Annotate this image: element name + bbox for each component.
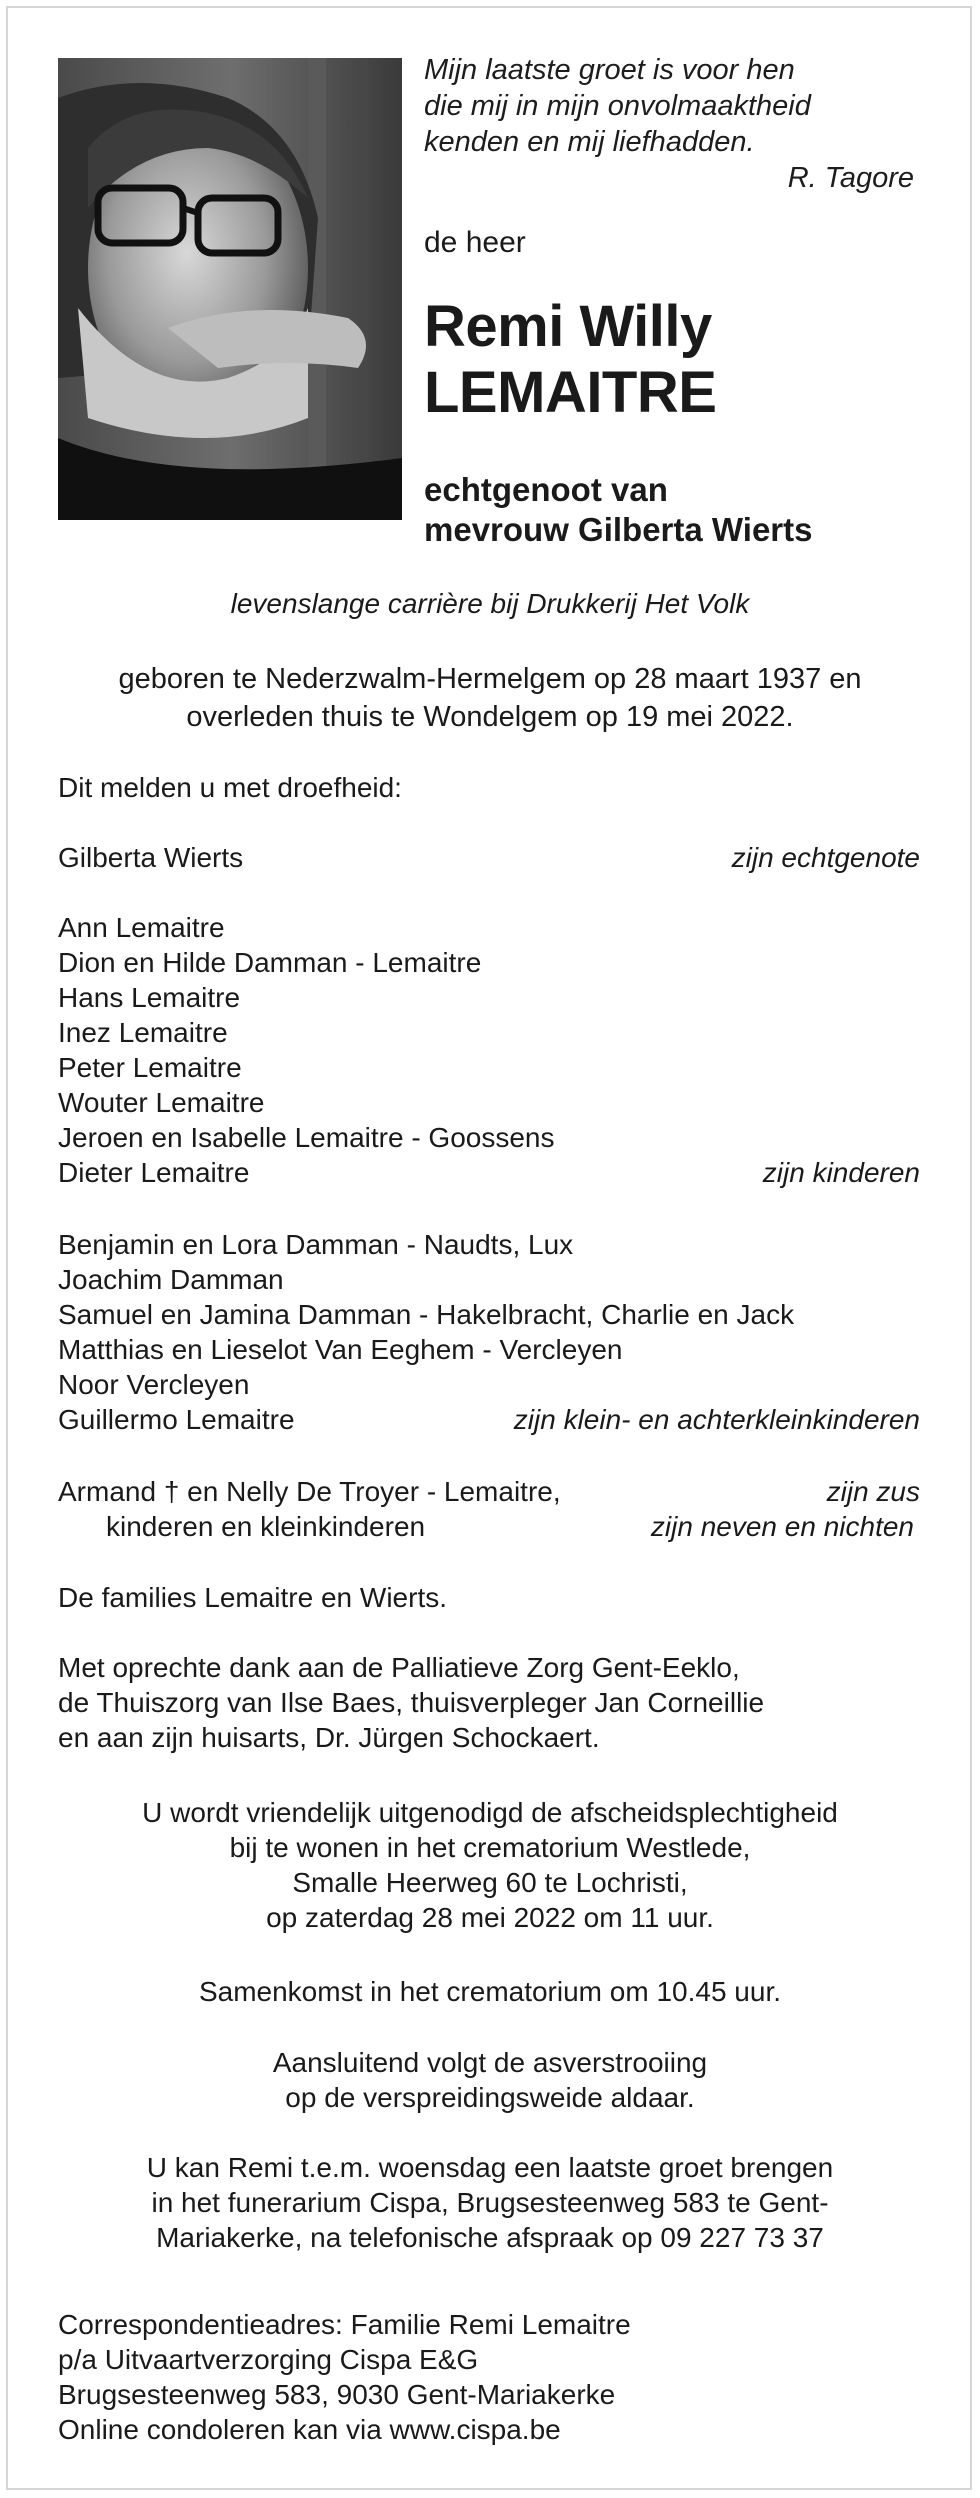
list-item: Matthias en Lieselot Van Eeghem - Vercleyen — [58, 1334, 623, 1365]
list-item: Joachim Damman — [58, 1264, 284, 1295]
deceased-name — [424, 294, 716, 426]
list-item: Jeroen en Isabelle Lemaitre - Goossens — [58, 1122, 555, 1153]
relative-name: Gilberta Wierts — [58, 842, 244, 873]
visit-paragraph — [0, 2150, 980, 2255]
title-prefix: de heer — [424, 226, 526, 259]
list-item: Wouter Lemaitre — [58, 1087, 265, 1118]
quote-line: Mijn laatste groet is voor hen — [424, 54, 795, 86]
correspondence-line: Correspondentieadres: Familie Remi Lemaitre — [58, 2309, 631, 2340]
spouse-line: mevrouw Gilberta Wierts — [424, 511, 813, 548]
list-item — [58, 1402, 920, 1437]
ceremony-line: U wordt vriendelijk uitgenodigd de afscheidsplechtigheid — [142, 1797, 838, 1828]
ceremony-line: op zaterdag 28 mei 2022 om 11 uur. — [266, 1902, 714, 1933]
first-names: Remi Willy — [424, 294, 712, 359]
list-item — [58, 1155, 920, 1190]
list-item: Hans Lemaitre — [58, 982, 241, 1013]
spouse-group — [58, 840, 920, 875]
list-item — [58, 1474, 920, 1509]
correspondence-line: Brugsesteenweg 583, 9030 Gent-Mariakerke — [58, 2379, 616, 2410]
list-item — [58, 1509, 920, 1544]
relation-role: zijn zus — [826, 1476, 920, 1507]
gathering-line: Samenkomst in het crematorium om 10.45 uur. — [198, 1976, 782, 2007]
ashes-line: Aansluitend volgt de asverstrooiing — [272, 2047, 708, 2078]
ceremony-line: Smalle Heerweg 60 te Lochristi, — [292, 1867, 688, 1898]
relative-name: Dieter Lemaitre — [58, 1157, 250, 1188]
ashes-line: op de verspreidingsweide aldaar. — [285, 2082, 695, 2113]
relative-name: kinderen en kleinkinderen — [106, 1511, 426, 1542]
last-name: LEMAITRE — [424, 360, 717, 425]
ashes-paragraph — [0, 2045, 980, 2115]
relative-name: Guillermo Lemaitre — [58, 1404, 295, 1435]
visit-line: Mariakerke, na telefonische afspraak op 09 227 73 37 — [156, 2222, 824, 2253]
birth-death-info — [0, 660, 980, 736]
relation-role: zijn klein- en achterkleinkinderen — [513, 1404, 920, 1435]
quote-line: die mij in mijn onvolmaaktheid — [424, 90, 811, 122]
quote-author: R. Tagore — [787, 162, 914, 194]
relative-name: Armand † en Nelly De Troyer - Lemaitre, — [58, 1476, 561, 1507]
visit-line: in het funerarium Cispa, Brugsesteenweg 583 te Gent- — [151, 2187, 829, 2218]
visit-line: U kan Remi t.e.m. woensdag een laatste groet brengen — [146, 2152, 834, 2183]
grandchildren-group — [58, 1227, 920, 1437]
spouse-info — [424, 470, 812, 550]
portrait-photo — [58, 58, 402, 520]
thanks-line: en aan zijn huisarts, Dr. Jürgen Schockaert. — [58, 1722, 600, 1753]
opening-quote — [424, 52, 914, 196]
thanks-line: de Thuiszorg van Ilse Baes, thuisverpleger Jan Corneillie — [58, 1687, 765, 1718]
death-line: overleden thuis te Wondelgem op 19 mei 2022. — [186, 701, 794, 733]
correspondence-line: Online condoleren kan via www.cispa.be — [58, 2414, 561, 2445]
relation-role: zijn kinderen — [762, 1157, 920, 1188]
families-line: De families Lemaitre en Wierts. — [58, 1582, 448, 1613]
thanks-paragraph — [58, 1650, 920, 1755]
siblings-group — [58, 1474, 920, 1544]
correspondence-block — [58, 2307, 920, 2447]
quote-line: kenden en mij liefhadden. — [424, 126, 755, 158]
list-item: Ann Lemaitre — [58, 912, 225, 943]
career-line: levenslange carrière bij Drukkerij Het Volk — [230, 588, 750, 619]
list-item — [58, 840, 920, 875]
relation-role: zijn neven en nichten — [650, 1511, 914, 1542]
children-group — [58, 910, 920, 1190]
ceremony-line: bij te wonen in het crematorium Westlede, — [229, 1832, 751, 1863]
intro-text: Dit melden u met droefheid: — [58, 772, 402, 803]
list-item: Noor Vercleyen — [58, 1369, 250, 1400]
list-item: Inez Lemaitre — [58, 1017, 228, 1048]
spouse-line: echtgenoot van — [424, 471, 668, 508]
list-item: Benjamin en Lora Damman - Naudts, Lux — [58, 1229, 574, 1260]
relation-role: zijn echtgenote — [731, 842, 920, 873]
ceremony-paragraph — [0, 1795, 980, 1935]
born-line: geboren te Nederzwalm-Hermelgem op 28 maart 1937 en — [118, 663, 862, 695]
thanks-line: Met oprechte dank aan de Palliatieve Zorg Gent-Eeklo, — [58, 1652, 740, 1683]
list-item: Peter Lemaitre — [58, 1052, 242, 1083]
correspondence-line: p/a Uitvaartverzorging Cispa E&G — [58, 2344, 479, 2375]
list-item: Dion en Hilde Damman - Lemaitre — [58, 947, 482, 978]
list-item: Samuel en Jamina Damman - Hakelbracht, Charlie en Jack — [58, 1299, 795, 1330]
